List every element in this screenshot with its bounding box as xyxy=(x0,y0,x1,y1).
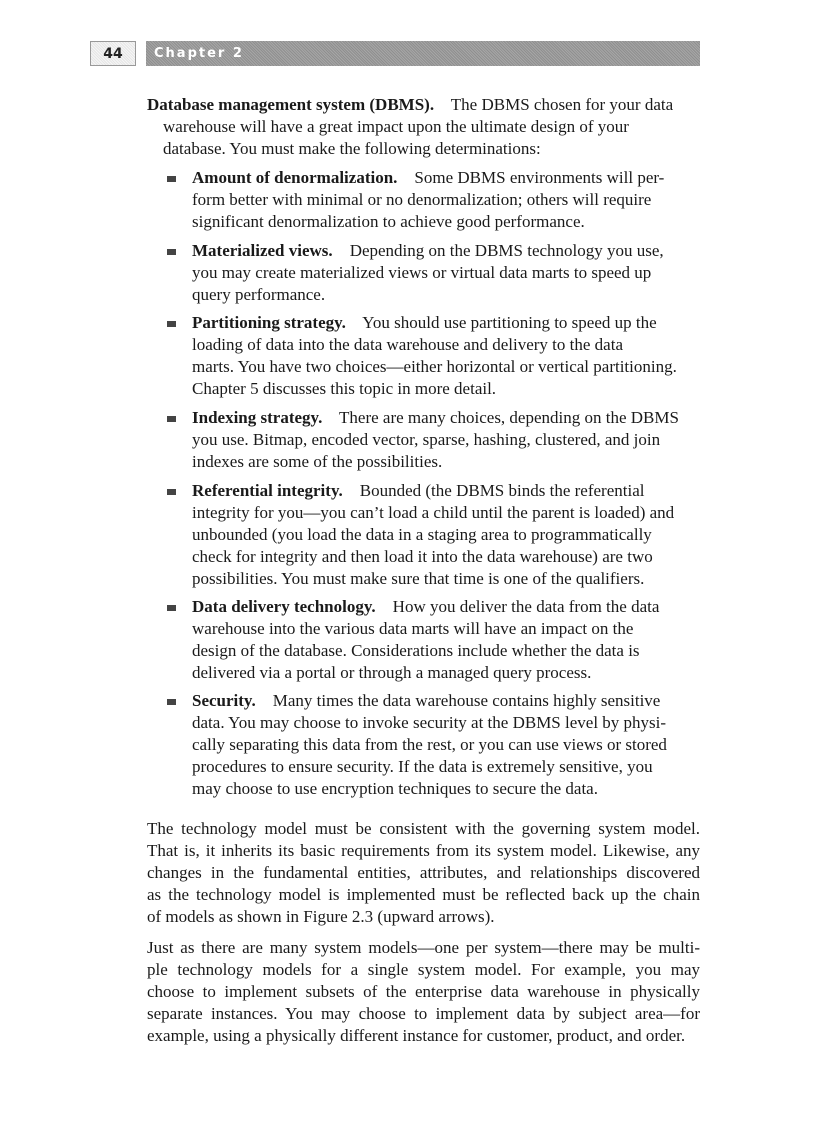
bullet-square-icon xyxy=(167,176,176,182)
line-text: How you deliver the data from the data xyxy=(392,597,660,616)
item-lead: Indexing strategy. xyxy=(192,408,323,427)
text-line xyxy=(192,451,712,473)
text-line xyxy=(192,480,712,502)
text-line xyxy=(192,568,712,590)
text-line: changes in the fundamental entities, attributes, and relationships discovered xyxy=(147,863,700,882)
text-line xyxy=(147,138,707,160)
text-line xyxy=(192,546,712,568)
text-line xyxy=(192,618,712,640)
line-text: There are many choices, depending on the DBMS xyxy=(339,408,679,427)
paragraph xyxy=(147,937,700,1047)
text-line: ple technology models for a single system model. For example, you may xyxy=(147,960,700,979)
line-text: data. You may choose to invoke security at the DBMS level by physi- xyxy=(192,713,667,732)
list-item-text xyxy=(192,596,712,684)
bullet-square-icon xyxy=(167,605,176,611)
line-text: significant denormalization to achieve good performance. xyxy=(192,212,585,231)
line-text: indexes are some of the possibilities. xyxy=(192,452,443,471)
text-line: separate instances. You may choose to implement data by subject area—for xyxy=(147,1004,700,1023)
text-line xyxy=(192,407,712,429)
text-line xyxy=(192,756,712,778)
line-text: Bounded (the DBMS binds the referential xyxy=(359,481,645,500)
line-text: warehouse into the various data marts will have an impact on the xyxy=(192,619,634,638)
line-text: procedures to ensure security. If the data is extremely sensitive, you xyxy=(192,757,653,776)
dbms-section xyxy=(147,94,707,160)
text-line: That is, it inherits its basic requirements from its system model. Likewise, any xyxy=(147,841,700,860)
text-line xyxy=(192,334,712,356)
bullet-square-icon xyxy=(167,249,176,255)
dbms-lead: Database management system (DBMS). xyxy=(147,95,435,114)
text-line xyxy=(192,356,712,378)
line-text: design of the database. Considerations include whether the data is xyxy=(192,641,640,660)
paragraph xyxy=(147,818,700,928)
list-item-text xyxy=(192,167,712,233)
text-line xyxy=(192,640,712,662)
bullet-square-icon xyxy=(167,489,176,495)
text-line xyxy=(192,690,712,712)
line-text: The DBMS chosen for your data xyxy=(450,95,674,114)
chapter-header: Chapter 2 xyxy=(146,41,700,66)
line-text: you use. Bitmap, encoded vector, sparse, hashing, clustered, and join xyxy=(192,430,661,449)
text-line xyxy=(192,662,712,684)
line-text: cally separating this data from the rest, or you can use views or stored xyxy=(192,735,667,754)
item-lead: Data delivery technology. xyxy=(192,597,376,616)
line-text: form better with minimal or no denormalization; others will require xyxy=(192,190,652,209)
text-line: The technology model must be consistent with the governing system model. xyxy=(147,819,700,838)
text-line xyxy=(192,240,712,262)
text-line xyxy=(147,116,707,138)
list-item-text xyxy=(192,407,712,473)
line-text: warehouse will have a great impact upon the ultimate design of your xyxy=(163,117,629,136)
text-line xyxy=(147,94,707,116)
line-text: integrity for you—you can’t load a child until the parent is loaded) and xyxy=(192,503,675,522)
text-line: Just as there are many system models—one per system—there may be multi- xyxy=(147,938,700,957)
line-text: You should use partitioning to speed up the xyxy=(362,313,657,332)
line-text: marts. You have two choices—either horizontal or vertical partitioning. xyxy=(192,357,677,376)
bullet-square-icon xyxy=(167,321,176,327)
line-text: loading of data into the data warehouse and delivery to the data xyxy=(192,335,623,354)
text-line xyxy=(192,284,712,306)
text-line xyxy=(192,429,712,451)
line-text: delivered via a portal or through a managed query process. xyxy=(192,663,592,682)
line-text: may choose to use encryption techniques to secure the data. xyxy=(192,779,598,798)
text-line xyxy=(192,167,712,189)
text-line: of models as shown in Figure 2.3 (upward arrows). xyxy=(147,907,495,926)
text-line: example, using a physically different instance for customer, product, and order. xyxy=(147,1026,686,1045)
item-lead: Partitioning strategy. xyxy=(192,313,346,332)
line-text: Depending on the DBMS technology you use, xyxy=(349,241,664,260)
text-line xyxy=(192,312,712,334)
text-line xyxy=(192,778,712,800)
text-line: as the technology model is implemented must be reflected back up the chain xyxy=(147,885,700,904)
line-text: Chapter 5 discusses this topic in more detail. xyxy=(192,379,497,398)
line-text: Some DBMS environments will per- xyxy=(414,168,665,187)
text-line xyxy=(192,189,712,211)
list-item-text xyxy=(192,480,712,590)
line-text: possibilities. You must make sure that time is one of the qualifiers. xyxy=(192,569,645,588)
item-lead: Amount of denormalization. xyxy=(192,168,398,187)
text-line xyxy=(192,211,712,233)
line-text: check for integrity and then load it into the data warehouse) are two xyxy=(192,547,653,566)
line-text: you may create materialized views or virtual data marts to speed up xyxy=(192,263,652,282)
item-lead: Referential integrity. xyxy=(192,481,343,500)
page-number: 44 xyxy=(90,41,136,66)
item-lead: Security. xyxy=(192,691,256,710)
line-text: database. You must make the following determinations: xyxy=(163,139,541,158)
line-text: query performance. xyxy=(192,285,326,304)
bullet-square-icon xyxy=(167,699,176,705)
line-text: unbounded (you load the data in a staging area to programmatically xyxy=(192,525,652,544)
list-item-text xyxy=(192,312,712,400)
item-lead: Materialized views. xyxy=(192,241,333,260)
text-line xyxy=(192,712,712,734)
text-line xyxy=(192,378,712,400)
list-item-text xyxy=(192,690,712,800)
line-text: Many times the data warehouse contains highly sensitive xyxy=(272,691,661,710)
text-line xyxy=(192,596,712,618)
list-item-text xyxy=(192,240,712,306)
text-line: choose to implement subsets of the enterprise data warehouse in physically xyxy=(147,982,700,1001)
text-line xyxy=(192,734,712,756)
text-line xyxy=(192,262,712,284)
text-line xyxy=(192,524,712,546)
bullet-square-icon xyxy=(167,416,176,422)
text-line xyxy=(192,502,712,524)
